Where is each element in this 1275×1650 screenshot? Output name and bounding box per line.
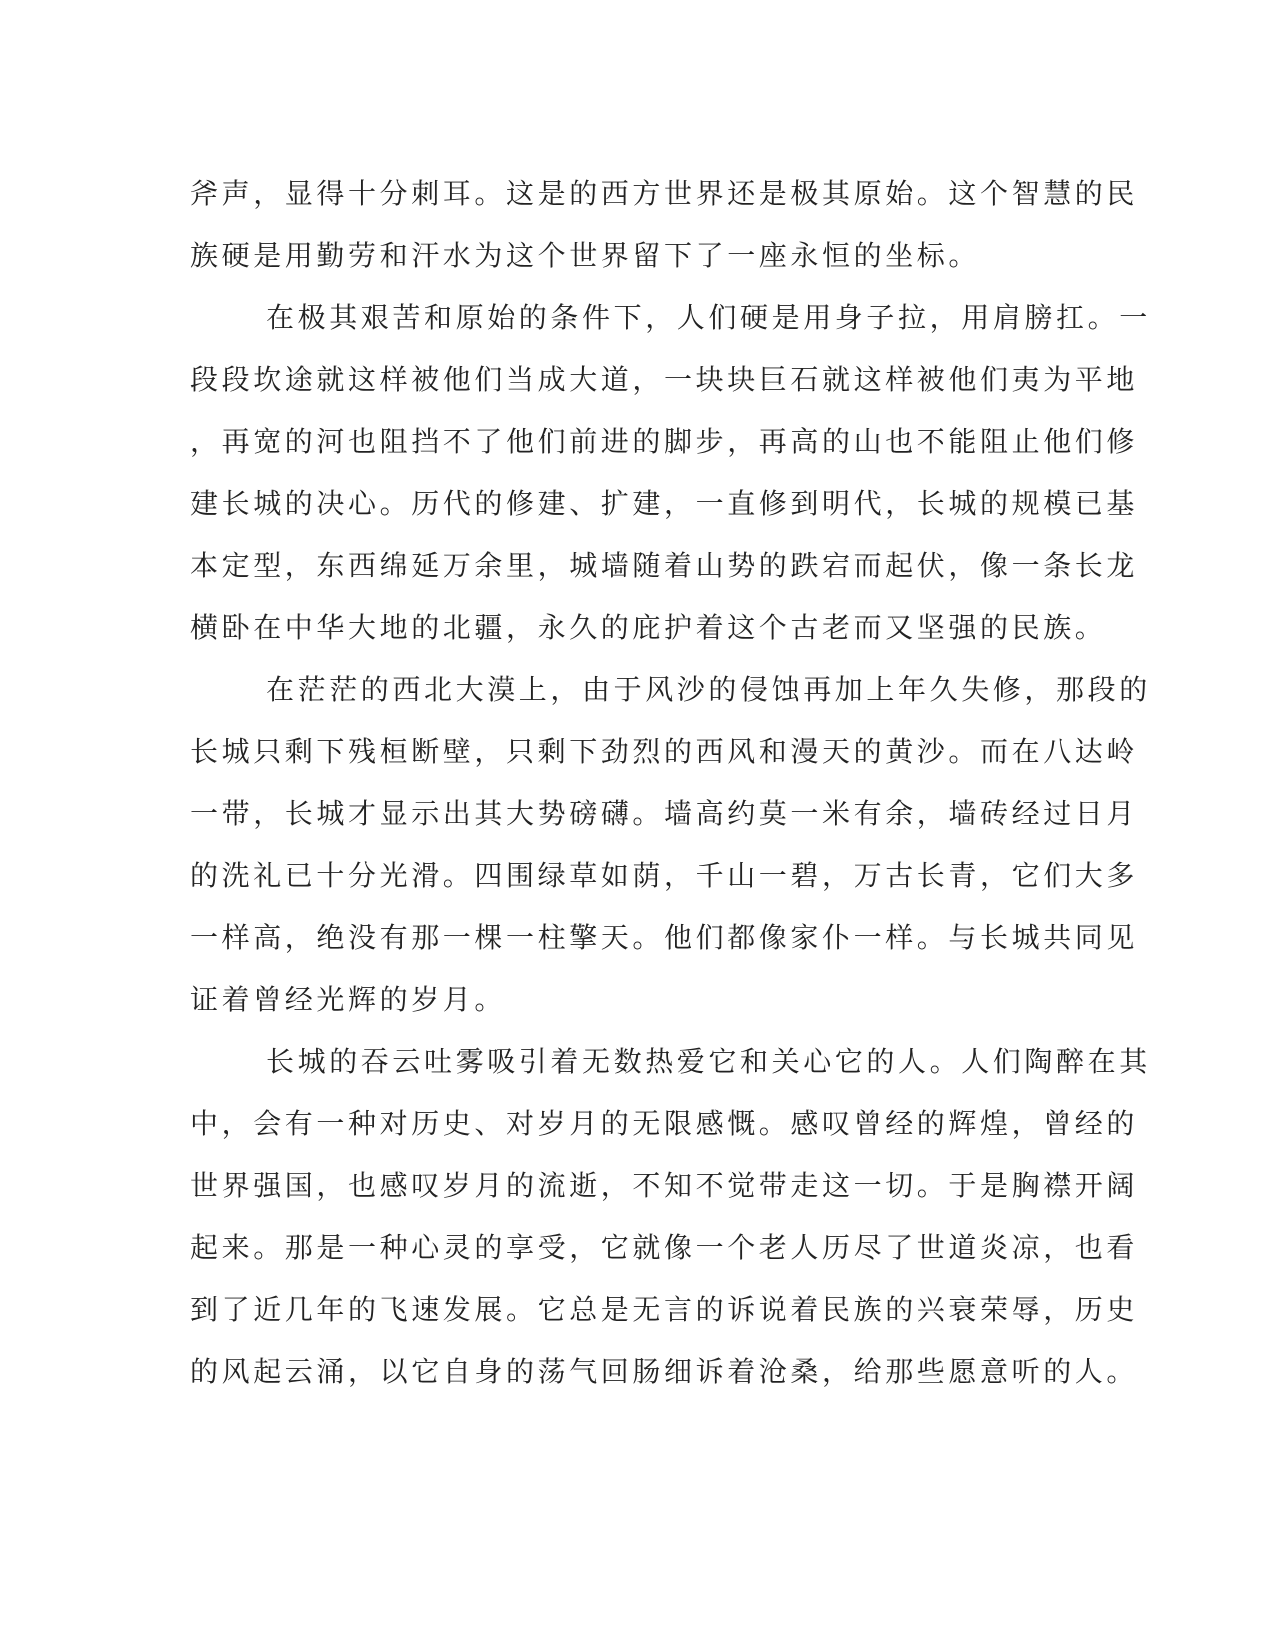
paragraph-3 (190, 659, 1151, 1031)
paragraph-1 (190, 163, 1139, 287)
text-line: 斧声，显得十分刺耳。这是的西方世界还是极其原始。这个智慧的民 (190, 177, 1139, 210)
text-line: 中，会有一种对历史、对岁月的无限感慨。感叹曾经的辉煌，曾经的 (190, 1107, 1139, 1140)
text-line: 族硬是用勤劳和汗水为这个世界留下了一座永恒的坐标。 (190, 239, 981, 272)
text-line: ，再宽的河也阻挡不了他们前进的脚步，再高的山也不能阻止他们修 (190, 425, 1139, 458)
text-line: 本定型，东西绵延万余里，城墙随着山势的跌宕而起伏，像一条长龙 (190, 549, 1139, 582)
text-line: 长城只剩下残桓断壁，只剩下劲烈的西风和漫天的黄沙。而在八达岭 (190, 735, 1139, 768)
paragraph-4 (190, 1031, 1151, 1403)
text-line: 的洗礼已十分光滑。四围绿草如荫，千山一碧，万古长青，它们大多 (190, 859, 1139, 892)
paragraph-2 (190, 287, 1151, 659)
text-line: 世界强国，也感叹岁月的流逝，不知不觉带走这一切。于是胸襟开阔 (190, 1169, 1139, 1202)
text-line: 证着曾经光辉的岁月。 (190, 983, 507, 1016)
text-line: 的风起云涌，以它自身的荡气回肠细诉着沧桑，给那些愿意听的人。 (190, 1355, 1139, 1388)
text-line: 在极其艰苦和原始的条件下，人们硬是用身子拉，用肩膀扛。一 (266, 301, 1151, 334)
text-line: 一样高，绝没有那一棵一柱擎天。他们都像家仆一样。与长城共同见 (190, 921, 1139, 954)
text-line: 到了近几年的飞速发展。它总是无言的诉说着民族的兴衰荣辱，历史 (190, 1293, 1139, 1326)
document-body (190, 163, 1151, 1403)
text-line: 一带，长城才显示出其大势磅礴。墙高约莫一米有余，墙砖经过日月 (190, 797, 1139, 830)
text-line: 起来。那是一种心灵的享受，它就像一个老人历尽了世道炎凉，也看 (190, 1231, 1139, 1264)
text-line: 长城的吞云吐雾吸引着无数热爱它和关心它的人。人们陶醉在其 (266, 1045, 1151, 1078)
text-line: 在茫茫的西北大漠上，由于风沙的侵蚀再加上年久失修，那段的 (266, 673, 1151, 706)
text-line: 建长城的决心。历代的修建、扩建，一直修到明代，长城的规模已基 (190, 487, 1139, 520)
text-line: 段段坎途就这样被他们当成大道，一块块巨石就这样被他们夷为平地 (190, 363, 1139, 396)
text-line: 横卧在中华大地的北疆，永久的庇护着这个古老而又坚强的民族。 (190, 611, 1107, 644)
